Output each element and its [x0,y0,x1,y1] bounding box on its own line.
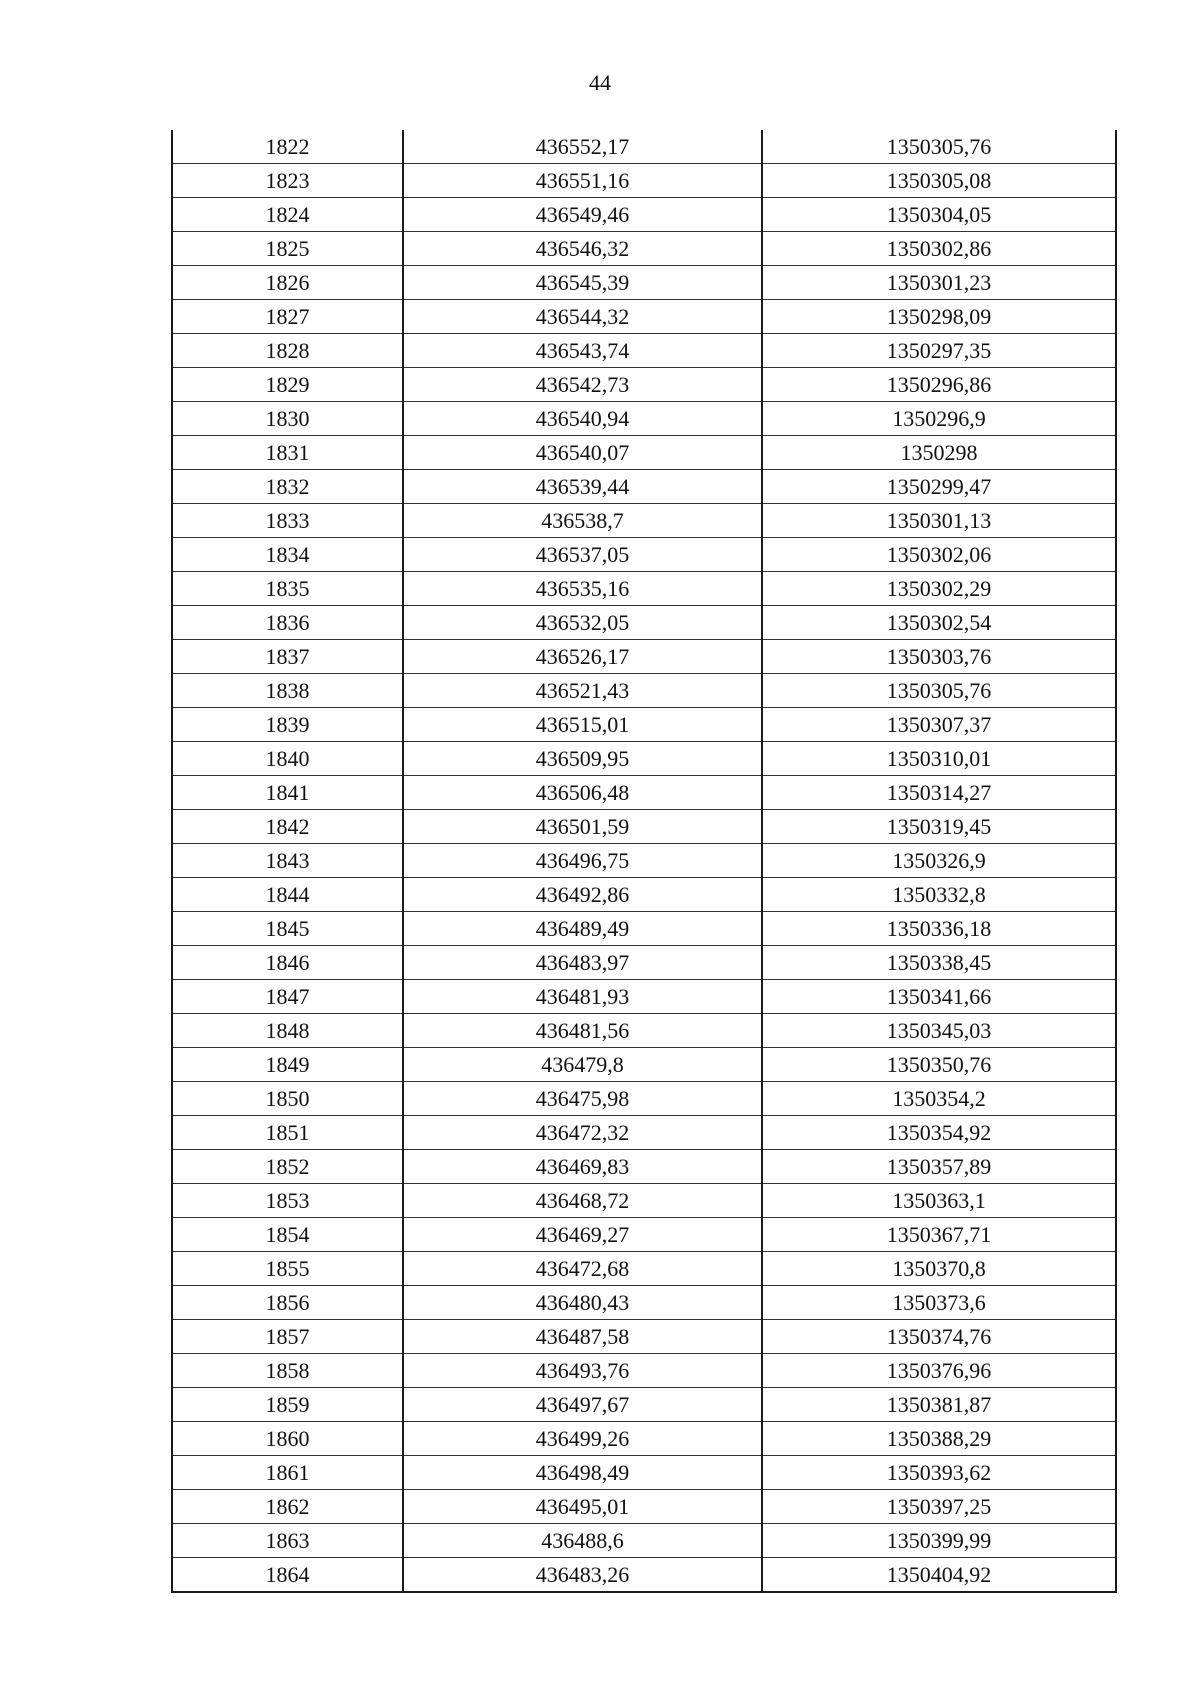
y-coordinate-cell: 1350350,76 [762,1048,1116,1082]
y-coordinate-cell: 1350302,06 [762,538,1116,572]
y-coordinate-cell: 1350354,2 [762,1082,1116,1116]
y-coordinate-cell: 1350299,47 [762,470,1116,504]
point-number-cell: 1851 [172,1116,403,1150]
table-row [172,1320,1116,1354]
x-coordinate-cell: 436540,94 [403,402,762,436]
y-coordinate-cell: 1350302,86 [762,232,1116,266]
y-coordinate-cell: 1350388,29 [762,1422,1116,1456]
point-number-cell: 1858 [172,1354,403,1388]
point-number-cell: 1832 [172,470,403,504]
table-row [172,470,1116,504]
table-row [172,198,1116,232]
table-row [172,1014,1116,1048]
table-row [172,1048,1116,1082]
x-coordinate-cell: 436493,76 [403,1354,762,1388]
y-coordinate-cell: 1350314,27 [762,776,1116,810]
table-row [172,368,1116,402]
y-coordinate-cell: 1350381,87 [762,1388,1116,1422]
y-coordinate-cell: 1350404,92 [762,1558,1116,1593]
point-number-cell: 1839 [172,708,403,742]
table-row [172,1558,1116,1593]
point-number-cell: 1848 [172,1014,403,1048]
table-row [172,164,1116,198]
x-coordinate-cell: 436487,58 [403,1320,762,1354]
y-coordinate-cell: 1350370,8 [762,1252,1116,1286]
point-number-cell: 1828 [172,334,403,368]
point-number-cell: 1854 [172,1218,403,1252]
x-coordinate-cell: 436498,49 [403,1456,762,1490]
table-row [172,572,1116,606]
x-coordinate-cell: 436480,43 [403,1286,762,1320]
y-coordinate-cell: 1350296,9 [762,402,1116,436]
table-row [172,1184,1116,1218]
point-number-cell: 1861 [172,1456,403,1490]
table-row [172,742,1116,776]
table-row [172,1422,1116,1456]
x-coordinate-cell: 436509,95 [403,742,762,776]
table-row [172,674,1116,708]
point-number-cell: 1831 [172,436,403,470]
table-row [172,946,1116,980]
point-number-cell: 1834 [172,538,403,572]
table-row [172,1218,1116,1252]
y-coordinate-cell: 1350319,45 [762,810,1116,844]
y-coordinate-cell: 1350301,23 [762,266,1116,300]
coordinates-table-body [172,130,1116,1592]
table-row [172,232,1116,266]
table-row [172,266,1116,300]
x-coordinate-cell: 436483,26 [403,1558,762,1593]
y-coordinate-cell: 1350301,13 [762,504,1116,538]
table-row [172,1456,1116,1490]
point-number-cell: 1823 [172,164,403,198]
table-row [172,1116,1116,1150]
point-number-cell: 1864 [172,1558,403,1593]
x-coordinate-cell: 436542,73 [403,368,762,402]
table-row [172,708,1116,742]
y-coordinate-cell: 1350326,9 [762,844,1116,878]
point-number-cell: 1860 [172,1422,403,1456]
table-row [172,1252,1116,1286]
table-row [172,980,1116,1014]
x-coordinate-cell: 436540,07 [403,436,762,470]
y-coordinate-cell: 1350297,35 [762,334,1116,368]
table-row [172,912,1116,946]
x-coordinate-cell: 436479,8 [403,1048,762,1082]
table-row [172,1286,1116,1320]
y-coordinate-cell: 1350376,96 [762,1354,1116,1388]
x-coordinate-cell: 436535,16 [403,572,762,606]
y-coordinate-cell: 1350310,01 [762,742,1116,776]
x-coordinate-cell: 436492,86 [403,878,762,912]
point-number-cell: 1847 [172,980,403,1014]
table-row [172,878,1116,912]
table-row [172,538,1116,572]
point-number-cell: 1852 [172,1150,403,1184]
point-number-cell: 1827 [172,300,403,334]
x-coordinate-cell: 436472,68 [403,1252,762,1286]
y-coordinate-cell: 1350304,05 [762,198,1116,232]
table-row [172,606,1116,640]
x-coordinate-cell: 436521,43 [403,674,762,708]
point-number-cell: 1846 [172,946,403,980]
coordinates-table [171,130,1117,1593]
table-row [172,640,1116,674]
point-number-cell: 1829 [172,368,403,402]
y-coordinate-cell: 1350354,92 [762,1116,1116,1150]
y-coordinate-cell: 1350298,09 [762,300,1116,334]
x-coordinate-cell: 436483,97 [403,946,762,980]
x-coordinate-cell: 436472,32 [403,1116,762,1150]
x-coordinate-cell: 436501,59 [403,810,762,844]
x-coordinate-cell: 436481,93 [403,980,762,1014]
x-coordinate-cell: 436532,05 [403,606,762,640]
point-number-cell: 1850 [172,1082,403,1116]
point-number-cell: 1849 [172,1048,403,1082]
x-coordinate-cell: 436496,75 [403,844,762,878]
x-coordinate-cell: 436537,05 [403,538,762,572]
y-coordinate-cell: 1350302,29 [762,572,1116,606]
x-coordinate-cell: 436497,67 [403,1388,762,1422]
y-coordinate-cell: 1350367,71 [762,1218,1116,1252]
point-number-cell: 1857 [172,1320,403,1354]
x-coordinate-cell: 436499,26 [403,1422,762,1456]
y-coordinate-cell: 1350399,99 [762,1524,1116,1558]
point-number-cell: 1835 [172,572,403,606]
x-coordinate-cell: 436552,17 [403,130,762,164]
table-row [172,1388,1116,1422]
point-number-cell: 1843 [172,844,403,878]
table-row [172,130,1116,164]
table-row [172,1150,1116,1184]
point-number-cell: 1841 [172,776,403,810]
point-number-cell: 1845 [172,912,403,946]
point-number-cell: 1863 [172,1524,403,1558]
table-row [172,334,1116,368]
x-coordinate-cell: 436543,74 [403,334,762,368]
table-row [172,1524,1116,1558]
point-number-cell: 1836 [172,606,403,640]
point-number-cell: 1830 [172,402,403,436]
x-coordinate-cell: 436546,32 [403,232,762,266]
y-coordinate-cell: 1350332,8 [762,878,1116,912]
table-row [172,844,1116,878]
table-row [172,436,1116,470]
point-number-cell: 1840 [172,742,403,776]
table-row [172,776,1116,810]
x-coordinate-cell: 436538,7 [403,504,762,538]
point-number-cell: 1842 [172,810,403,844]
point-number-cell: 1856 [172,1286,403,1320]
point-number-cell: 1833 [172,504,403,538]
x-coordinate-cell: 436469,27 [403,1218,762,1252]
point-number-cell: 1822 [172,130,403,164]
table-row [172,1354,1116,1388]
x-coordinate-cell: 436468,72 [403,1184,762,1218]
y-coordinate-cell: 1350296,86 [762,368,1116,402]
point-number-cell: 1838 [172,674,403,708]
y-coordinate-cell: 1350307,37 [762,708,1116,742]
x-coordinate-cell: 436481,56 [403,1014,762,1048]
y-coordinate-cell: 1350341,66 [762,980,1116,1014]
x-coordinate-cell: 436469,83 [403,1150,762,1184]
y-coordinate-cell: 1350345,03 [762,1014,1116,1048]
y-coordinate-cell: 1350393,62 [762,1456,1116,1490]
x-coordinate-cell: 436544,32 [403,300,762,334]
y-coordinate-cell: 1350336,18 [762,912,1116,946]
point-number-cell: 1825 [172,232,403,266]
y-coordinate-cell: 1350397,25 [762,1490,1116,1524]
x-coordinate-cell: 436545,39 [403,266,762,300]
point-number-cell: 1837 [172,640,403,674]
y-coordinate-cell: 1350298 [762,436,1116,470]
table-row [172,810,1116,844]
point-number-cell: 1862 [172,1490,403,1524]
y-coordinate-cell: 1350305,76 [762,674,1116,708]
point-number-cell: 1844 [172,878,403,912]
y-coordinate-cell: 1350338,45 [762,946,1116,980]
x-coordinate-cell: 436551,16 [403,164,762,198]
x-coordinate-cell: 436526,17 [403,640,762,674]
table-row [172,1082,1116,1116]
x-coordinate-cell: 436549,46 [403,198,762,232]
point-number-cell: 1853 [172,1184,403,1218]
table-row [172,402,1116,436]
x-coordinate-cell: 436506,48 [403,776,762,810]
point-number-cell: 1824 [172,198,403,232]
x-coordinate-cell: 436488,6 [403,1524,762,1558]
y-coordinate-cell: 1350363,1 [762,1184,1116,1218]
x-coordinate-cell: 436475,98 [403,1082,762,1116]
x-coordinate-cell: 436495,01 [403,1490,762,1524]
y-coordinate-cell: 1350305,76 [762,130,1116,164]
x-coordinate-cell: 436539,44 [403,470,762,504]
page-number: 44 [589,70,611,95]
x-coordinate-cell: 436515,01 [403,708,762,742]
x-coordinate-cell: 436489,49 [403,912,762,946]
y-coordinate-cell: 1350302,54 [762,606,1116,640]
table-row [172,1490,1116,1524]
table-row [172,504,1116,538]
y-coordinate-cell: 1350303,76 [762,640,1116,674]
point-number-cell: 1859 [172,1388,403,1422]
y-coordinate-cell: 1350357,89 [762,1150,1116,1184]
table-row [172,300,1116,334]
y-coordinate-cell: 1350373,6 [762,1286,1116,1320]
y-coordinate-cell: 1350374,76 [762,1320,1116,1354]
y-coordinate-cell: 1350305,08 [762,164,1116,198]
point-number-cell: 1855 [172,1252,403,1286]
point-number-cell: 1826 [172,266,403,300]
